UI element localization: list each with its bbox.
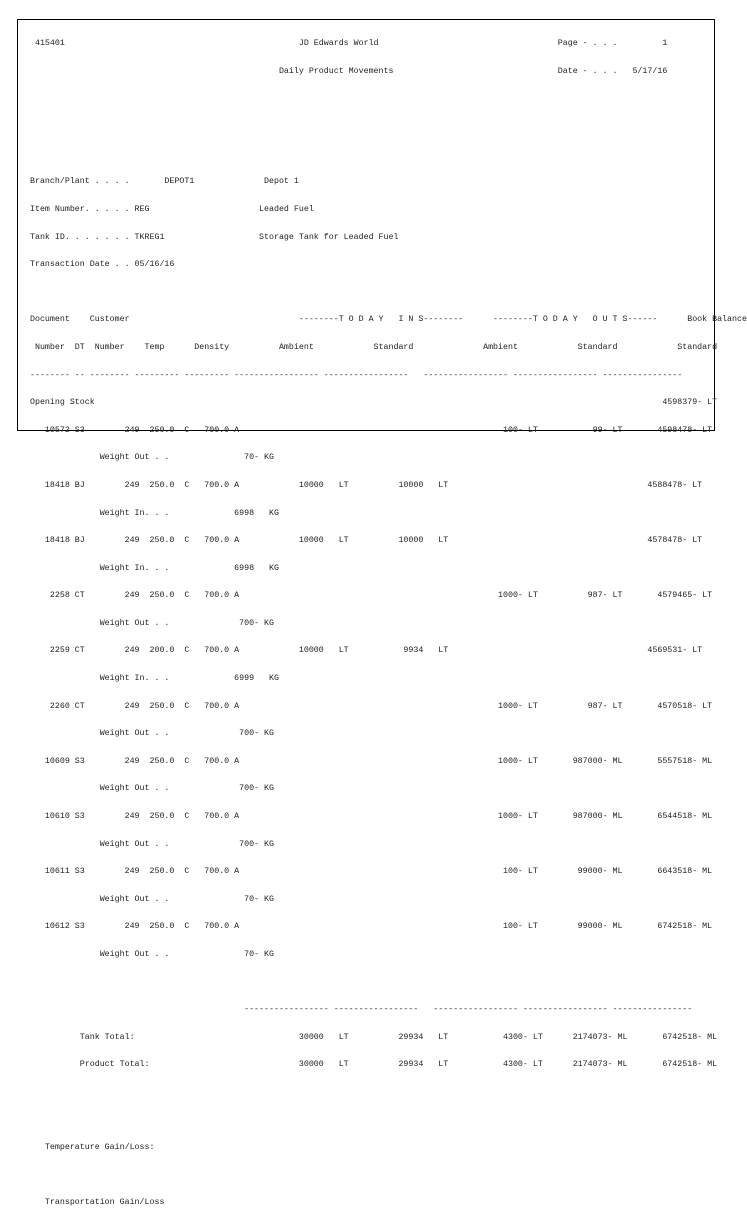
temperature-gain-loss-label: Temperature Gain/Loss: — [30, 1143, 155, 1153]
transportation-gain-loss-label: Transportation Gain/Loss — [30, 1198, 165, 1208]
item-number-line: Item Number. . . . . REG Leaded Fuel — [30, 204, 314, 214]
weight-row: Weight Out . . 70- KG — [30, 453, 274, 463]
table-row: 10572 S3 249 250.0 C 700.0 A 100- LT 99- LT 4598478- LT — [30, 425, 713, 435]
blank-line — [30, 1088, 747, 1097]
column-header-line-1: Document Customer --------T O D A Y I N S-------- --------T O D A Y O U T S------ Book Balance — [30, 315, 747, 325]
report-header-line-1: 415401 JD Edwards World Page - . . . 1 — [30, 39, 668, 49]
weight-row: Weight In. . . 6999 KG — [30, 674, 279, 684]
table-row: 18418 BJ 249 250.0 C 700.0 A 10000 LT 10000 LT 4588478- LT — [30, 480, 703, 490]
blank-line — [30, 122, 747, 131]
blank-line — [30, 978, 747, 987]
blank-line — [30, 288, 747, 297]
table-row: 18418 BJ 249 250.0 C 700.0 A 10000 LT 10000 LT 4578478- LT — [30, 536, 703, 546]
blank-line — [30, 95, 747, 104]
table-row: 10609 S3 249 250.0 C 700.0 A 1000- LT 987000- ML 5557518- ML — [30, 756, 713, 766]
weight-row: Weight Out . . 700- KG — [30, 618, 274, 628]
weight-row: Weight In. . . 6998 KG — [30, 563, 279, 573]
column-header-underline: -------- -- -------- --------- --------- ----------------- ----------------- ----------------- ----------------- ---------------- — [30, 370, 683, 380]
branch-plant-line: Branch/Plant . . . . DEPOT1 Depot 1 — [30, 177, 299, 187]
weight-row: Weight Out . . 70- KG — [30, 950, 274, 959]
blank-line — [30, 1171, 747, 1180]
table-row: 2258 CT 249 250.0 C 700.0 A 1000- LT 987- LT 4579465- LT — [30, 591, 713, 601]
tank-total-row: Tank Total: 30000 LT 29934 LT 4300- LT 2174073- ML 6742518- ML — [30, 1032, 718, 1042]
transaction-date-line: Transaction Date . . 05/16/16 — [30, 260, 175, 270]
weight-row: Weight Out . . 70- KG — [30, 894, 274, 904]
tank-id-line: Tank ID. . . . . . . TKREG1 Storage Tank for Leaded Fuel — [30, 232, 399, 242]
blank-line — [30, 1116, 747, 1125]
daily-product-movements-report — [30, 21, 747, 1217]
weight-row: Weight Out . . 700- KG — [30, 839, 274, 849]
totals-underline: ----------------- ----------------- ----------------- ----------------- ---------------- — [30, 1005, 693, 1015]
table-row: 10612 S3 249 250.0 C 700.0 A 100- LT 99000- ML 6742518- ML — [30, 922, 713, 932]
opening-stock-row: Opening Stock 4598379- LT — [30, 398, 718, 408]
product-total-row: Product Total: 30000 LT 29934 LT 4300- LT 2174073- ML 6742518- ML — [30, 1060, 718, 1070]
weight-row: Weight Out . . 700- KG — [30, 729, 274, 739]
weight-row: Weight Out . . 700- KG — [30, 784, 274, 794]
table-row: 2260 CT 249 250.0 C 700.0 A 1000- LT 987- LT 4570518- LT — [30, 701, 713, 711]
table-row: 10611 S3 249 250.0 C 700.0 A 100- LT 99000- ML 6643518- ML — [30, 867, 713, 877]
report-header-line-2: Daily Product Movements Date - . . . 5/17/16 — [30, 67, 668, 76]
table-row: 2259 CT 249 200.0 C 700.0 A 10000 LT 9934 LT 4569531- LT — [30, 646, 703, 656]
weight-row: Weight In. . . 6998 KG — [30, 508, 279, 518]
blank-line — [30, 150, 747, 159]
column-header-line-2: Number DT Number Temp Density Ambient Standard Ambient Standard Standard — [30, 342, 718, 352]
table-row: 10610 S3 249 250.0 C 700.0 A 1000- LT 987000- ML 6544518- ML — [30, 812, 713, 822]
